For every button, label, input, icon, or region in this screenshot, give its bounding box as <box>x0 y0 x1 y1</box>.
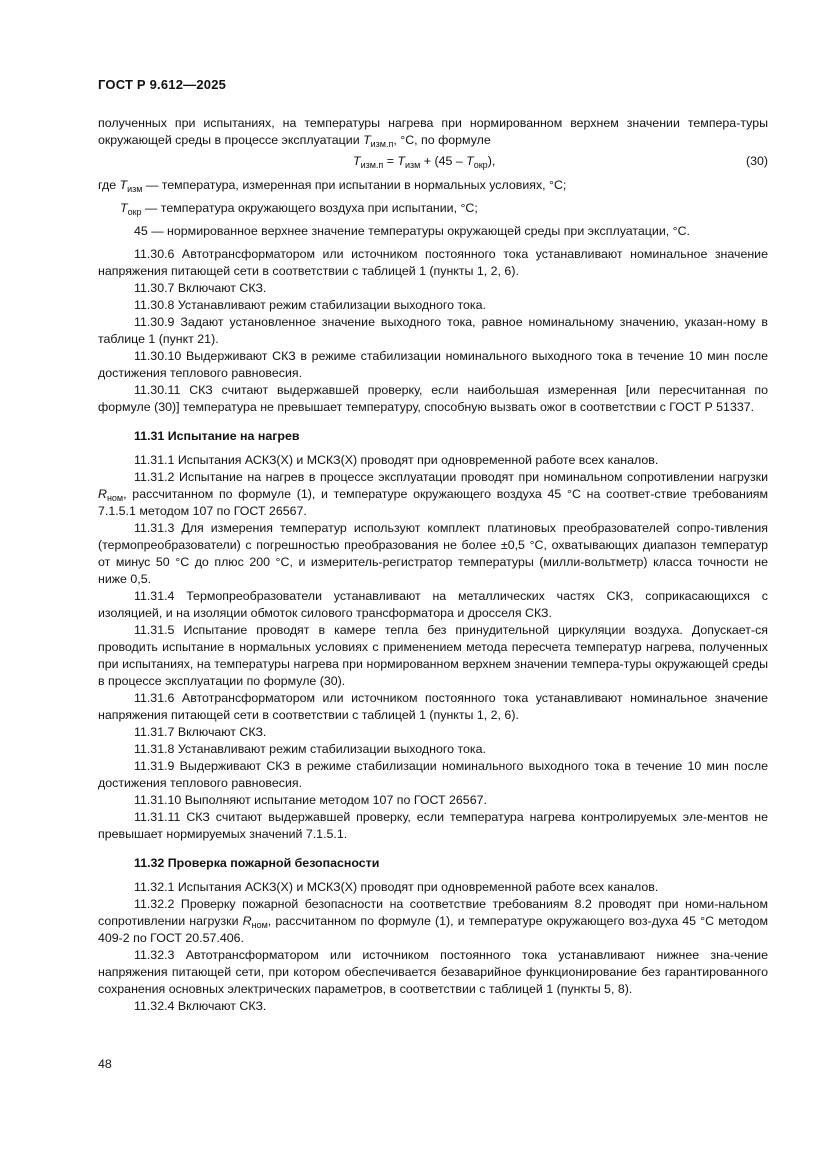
paragraph-11-31-10: 11.31.10 Выполняют испытание методом 107 по ГОСТ 26567. <box>134 793 487 807</box>
paragraph-11-31-4: 11.31.4 Термопреобразователи устанавливают на металлических частях СКЗ, соприкасающихся с изоляцией, и на изоляции обмоток силового трансформатора и дросселя СКЗ. <box>98 589 768 620</box>
paragraph-11-30-11: 11.30.11 СКЗ считают выдержавшей проверку, если наибольшая измеренная [или пересчитанная по формуле (30)] температура не превышает температуру, способную вызвать ожог в соответствии с ГОСТ Р 51337. <box>98 383 768 414</box>
document-header: ГОСТ Р 9.612—2025 <box>98 77 227 92</box>
paragraph-11-30-9: 11.30.9 Задают установленное значение выходного тока, равное номинальному значению, указан-ному в таблице 1 (пункт 21). <box>98 315 768 346</box>
section-title-11-31: 11.31 Испытание на нагрев <box>134 429 300 443</box>
paragraph-11-30-6: 11.30.6 Автотрансформатором или источником постоянного тока устанавливают номинальное значение напряжения питающей сети в соответствии с таблицей 1 (пункты 1, 2, 6). <box>98 247 768 278</box>
formula-30 <box>98 153 768 170</box>
definition-t-okr: $T_{окр}$ — температура окружающего воздуха при испытании, °С; <box>120 201 478 217</box>
paragraph-11-31-1: 11.31.1 Испытания АСКЗ(Х) и МСКЗ(Х) проводят при одновременной работе всех каналов. <box>134 453 659 467</box>
paragraph-11-31-3: 11.31.3 Для измерения температур используют комплект платиновых преобразователей сопро-тивления (термопреобразователи) с погрешностью преобразования не более ±0,5 °С, охватывающих диапазон температур от минус 50 °С до плюс 200 °С, и измеритель-регистратор температуры (милли-вольтметр) класса точности не ниже 0,5. <box>98 521 768 586</box>
definition-45: 45 — нормированное верхнее значение температуры окружающей среды при эксплуатации, °С. <box>134 224 690 238</box>
paragraph-11-31-9: 11.31.9 Выдерживают СКЗ в режиме стабилизации номинального выходного тока в течение 10 мин после достижения теплового равновесия. <box>98 759 768 790</box>
paragraph-11-30-7: 11.30.7 Включают СКЗ. <box>134 281 267 295</box>
paragraph-11-31-8: 11.31.8 Устанавливают режим стабилизации выходного тока. <box>134 742 486 756</box>
paragraph-11-31-11: 11.31.11 СКЗ считают выдержавшей проверку, если температура нагрева контролируемых эле-ментов не превышает нормируемых значений 7.1.5.1. <box>98 810 768 841</box>
page-number: 48 <box>98 1057 112 1071</box>
paragraph-11-30-10: 11.30.10 Выдерживают СКЗ в режиме стабилизации номинального выходного тока в течение 10 мин после достижения теплового равновесия. <box>98 349 768 380</box>
paragraph-11-31-6: 11.31.6 Автотрансформатором или источником постоянного тока устанавливают номинальное значение напряжения питающей сети в соответствии с таблицей 1 (пункты 1, 2, 6). <box>98 691 768 722</box>
paragraph-11-31-5: 11.31.5 Испытание проводят в камере тепла без принудительной циркуляции воздуха. Допускает-ся проводить испытание в нормальных условиях с применением метода пересчета температур нагрева, полученных при испытаниях, на температуры нагрева при нормированном верхнем значении темпера-туры окружающей среды в процессе эксплуатации по формуле (30). <box>98 623 768 688</box>
formula-expression: $T_{изм.п} = T_{изм} + (45 - T_{окр})$, <box>353 154 496 170</box>
paragraph-11-30-8: 11.30.8 Устанавливают режим стабилизации выходного тока. <box>134 298 486 312</box>
paragraph-11-32-4: 11.32.4 Включают СКЗ. <box>134 999 267 1013</box>
section-title-11-32: 11.32 Проверка пожарной безопасности <box>134 856 380 870</box>
paragraph-11-32-2: 11.32.2 Проверку пожарной безопасности на соответствие требованиям 8.2 проводят при номи-нальном сопротивлении нагрузки $R_{ном}$, рассчитанном по формуле (1), и температуре окружающего воз-духа 45 °С методом 409-2 по ГОСТ 20.57.406. <box>98 897 768 945</box>
document-body <box>98 115 768 1015</box>
paragraph-11-31-2: 11.31.2 Испытание на нагрев в процессе эксплуатации проводят при номинальном сопротивлении нагрузки $R_{ном}$, рассчитанном по формуле (1), и температуре окружающего воздуха 45 °С на соответ-ствие требованиям 7.1.5.1 методом 107 по ГОСТ 26567. <box>98 470 768 518</box>
paragraph-11-32-1: 11.32.1 Испытания АСКЗ(Х) и МСКЗ(Х) проводят при одновременной работе всех каналов. <box>134 880 659 894</box>
intro-paragraph: полученных при испытаниях, на температуры нагрева при нормированном верхнем значении темпера-туры окружающей среды в процессе эксплуатации $T_{изм.п}$, °С, по формуле <box>98 116 768 149</box>
paragraph-11-32-3: 11.32.3 Автотрансформатором или источником постоянного тока устанавливают нижнее зна-чение напряжения питающей сети, при котором обеспечивается безаварийное функционирование без гарантированного сохранения основных электрических параметров, в соответствии с таблицей 1 (пункты 5, 8). <box>98 948 768 996</box>
formula-number: (30) <box>745 154 768 168</box>
paragraph-11-31-7: 11.31.7 Включают СКЗ. <box>134 725 267 739</box>
definition-t-izm: где $T_{изм}$ — температура, измеренная при испытании в нормальных условиях, °С; <box>98 178 567 194</box>
